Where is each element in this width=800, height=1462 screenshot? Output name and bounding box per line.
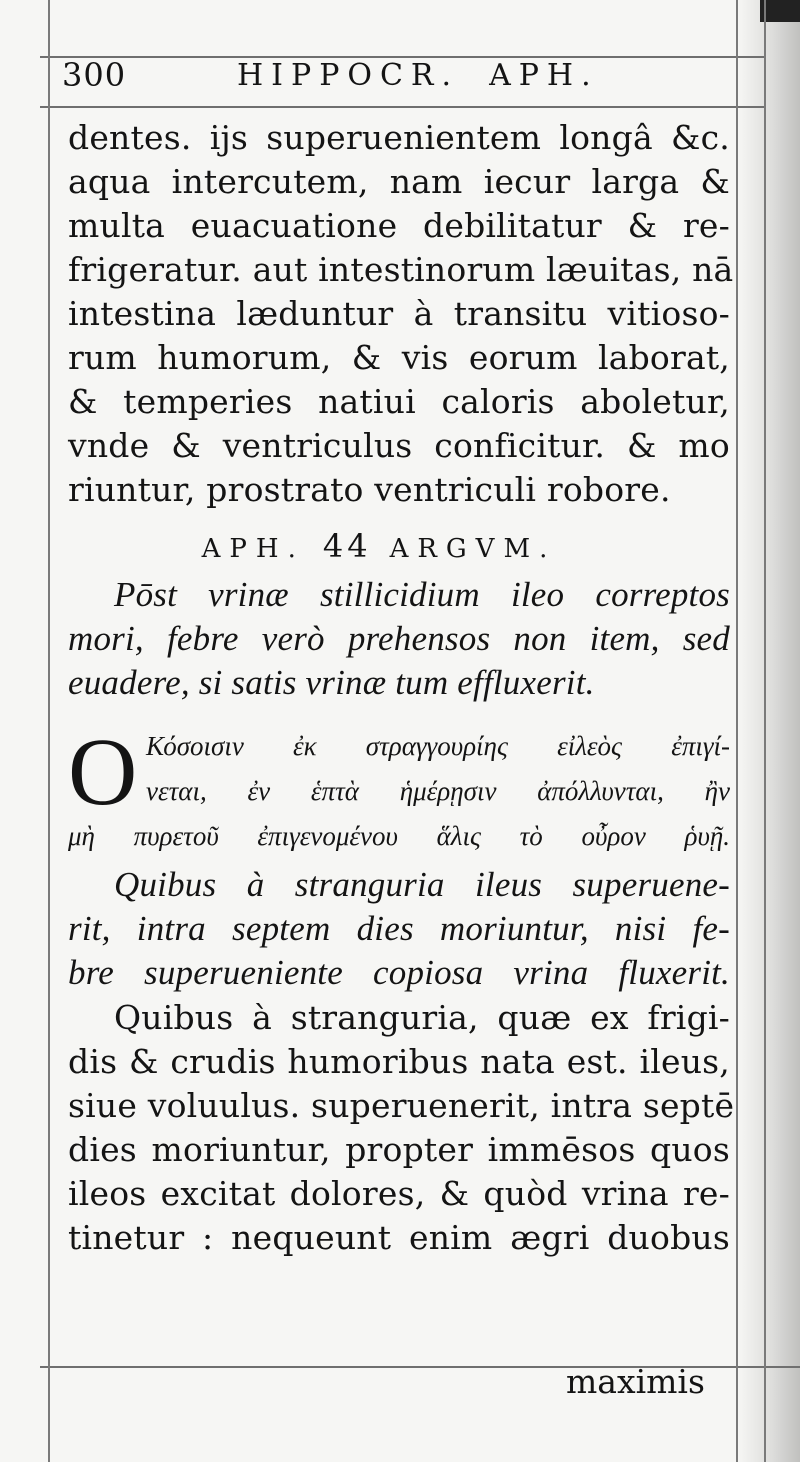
- text-line: dentes. ijs superuenientem longâ &c.: [68, 118, 730, 157]
- text-line: vnde & ventriculus conficitur. & mo: [68, 426, 730, 465]
- text-line: tinetur : nequeunt enim ægri duobus: [68, 1218, 730, 1257]
- outer-margin-rule: [764, 0, 766, 1462]
- translation-line: rit, intra septem dies moriuntur, nisi fe-: [68, 909, 730, 948]
- text-line: & temperies natiui caloris aboletur,: [68, 382, 730, 421]
- text-line: intestina læduntur à transitu vitioso-: [68, 294, 730, 333]
- argument-line: euadere, si satis vrinæ tum effluxerit.: [68, 663, 595, 702]
- text-line: dis & crudis humoribus nata est. ileus,: [68, 1042, 730, 1081]
- heading-aph: APH.: [201, 534, 305, 564]
- text-line: dies moriuntur, propter immēsos quos: [68, 1130, 730, 1169]
- text-line: aqua intercutem, nam iecur larga &: [68, 162, 730, 201]
- left-margin-rule: [48, 0, 50, 1462]
- translation-line: bre superueniente copiosa vrina fluxerit.: [68, 953, 730, 992]
- translation-line: Quibus à stranguria ileus superuene-: [114, 865, 730, 904]
- translation-block: [68, 864, 730, 996]
- commentary-block-2: [68, 996, 735, 1260]
- page-edge-shadow: [738, 0, 800, 1462]
- main-text-block: [68, 116, 735, 1260]
- text-line: multa euacuatione debilitatur & re-: [68, 206, 730, 245]
- aphorism-heading: [68, 518, 730, 574]
- running-title-author: HIPPOCR.: [237, 58, 460, 93]
- catchword: maximis: [566, 1362, 705, 1401]
- text-line: ileos excitat dolores, & quòd vrina re-: [68, 1174, 730, 1213]
- header-rule: [40, 106, 766, 108]
- drop-cap: O: [68, 718, 138, 825]
- running-title: [237, 58, 599, 93]
- text-line: rum humorum, & vis eorum laborat,: [68, 338, 730, 377]
- argument-block: [68, 574, 730, 706]
- running-header: [62, 50, 732, 100]
- greek-line: Κόσοισιν ἐκ στραγγουρίης εἰλεὸς ἐπιγί-: [146, 731, 730, 761]
- text-line: frigeratur. aut intestinorum læuitas, nā: [68, 250, 734, 289]
- commentary-block-1: [68, 116, 734, 512]
- heading-argument: ARGVM.: [389, 534, 557, 564]
- running-title-section: APH.: [489, 58, 599, 93]
- text-line: Quibus à stranguria, quæ ex frigi-: [114, 998, 730, 1037]
- greek-aphorism: [68, 718, 730, 864]
- argument-line: mori, febre verò prehensos non item, sed: [68, 619, 730, 658]
- greek-line: μὴ πυρετοῦ ἐπιγενομένου ἅλις τὸ οὖρον ῥυῇ.: [68, 821, 730, 851]
- argument-line: Pōst vrinæ stillicidium ileo correptos: [114, 575, 730, 614]
- scan-corner-shadow: [760, 0, 800, 22]
- greek-line: νεται, ἐν ἑπτὰ ἡμέρῃσιν ἀπόλλυνται, ἢν: [146, 776, 730, 806]
- right-margin-rule: [736, 0, 738, 1462]
- text-line: siue voluulus. superuenerit, intra septē: [68, 1086, 735, 1125]
- aphorism-number: 44: [322, 527, 372, 565]
- text-line: riuntur, prostrato ventriculi robore.: [68, 470, 671, 509]
- page-number: 300: [62, 56, 127, 94]
